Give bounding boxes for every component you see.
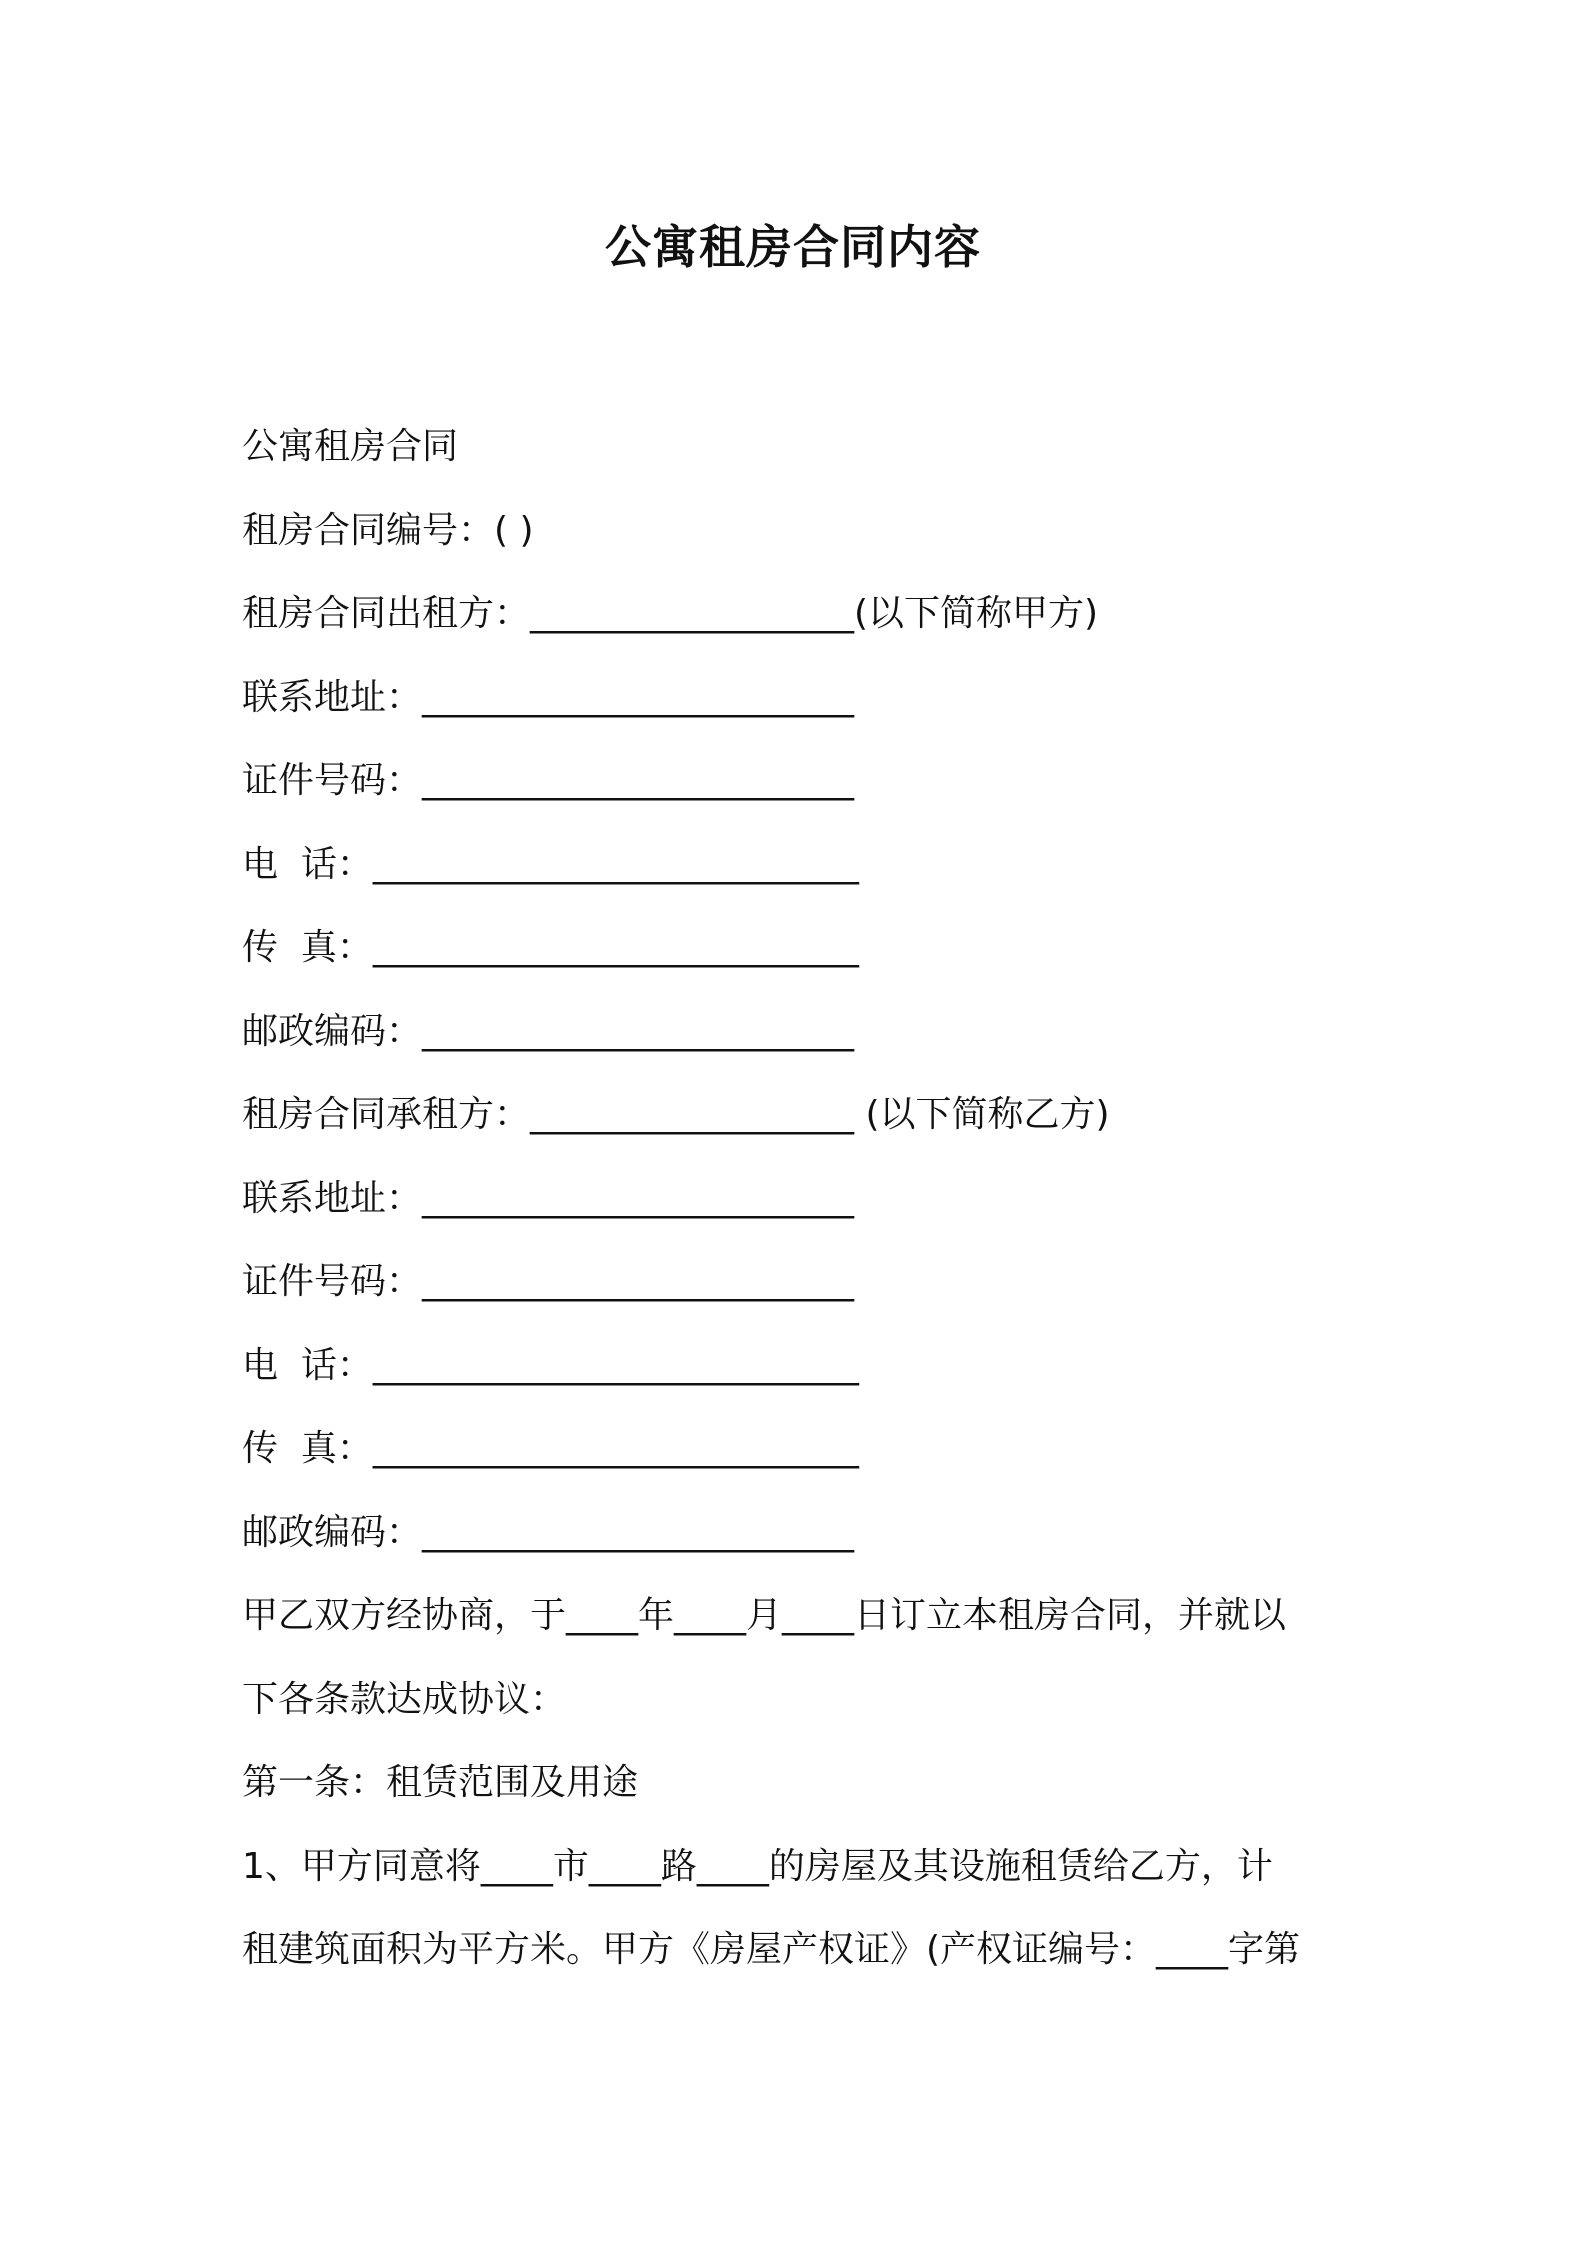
lessor-phone-line: 电 话：___________________________: [242, 843, 859, 885]
document-body: [242, 405, 1362, 1992]
lessor-fax-line: 传 真：___________________________: [242, 927, 859, 968]
lessor-id-line: 证件号码：________________________: [242, 760, 855, 801]
clause-one-line-2: 租建筑面积为平方米。甲方《房屋产权证》(产权证编号：____字第: [242, 1929, 1301, 1970]
lessee-id-line: 证件号码：________________________: [242, 1261, 855, 1302]
lessor-postcode-line: 邮政编码：________________________: [242, 1010, 855, 1052]
lessee-phone-line: 电 话：___________________________: [242, 1344, 859, 1386]
contract-number-line: 租房合同编号：( ): [242, 509, 534, 551]
lessee-fax-line: 传 真：___________________________: [242, 1428, 859, 1469]
lessee-postcode-line: 邮政编码：________________________: [242, 1511, 855, 1553]
lessor-address-line: 联系地址：________________________: [242, 676, 855, 718]
agreement-paragraph-line-2: 下各条款达成协议：: [242, 1678, 567, 1720]
lessor-line: 租房合同出租方：__________________(以下简称甲方): [242, 593, 1099, 634]
lessee-address-line: 联系地址：________________________: [242, 1177, 855, 1219]
article-one-heading: 第一条：租赁范围及用途: [242, 1762, 639, 1803]
agreement-paragraph-line-1: 甲乙双方经协商，于____年____月____日订立本租房合同，并就以: [242, 1595, 1287, 1636]
lessee-line: 租房合同承租方：__________________ (以下简称乙方): [242, 1094, 1110, 1135]
contract-heading: 公寓租房合同: [242, 426, 459, 467]
document-title: 公寓租房合同内容: [605, 220, 981, 274]
clause-one-line-1: 1、甲方同意将____市____路____的房屋及其设施租赁给乙方，计: [242, 1845, 1273, 1887]
